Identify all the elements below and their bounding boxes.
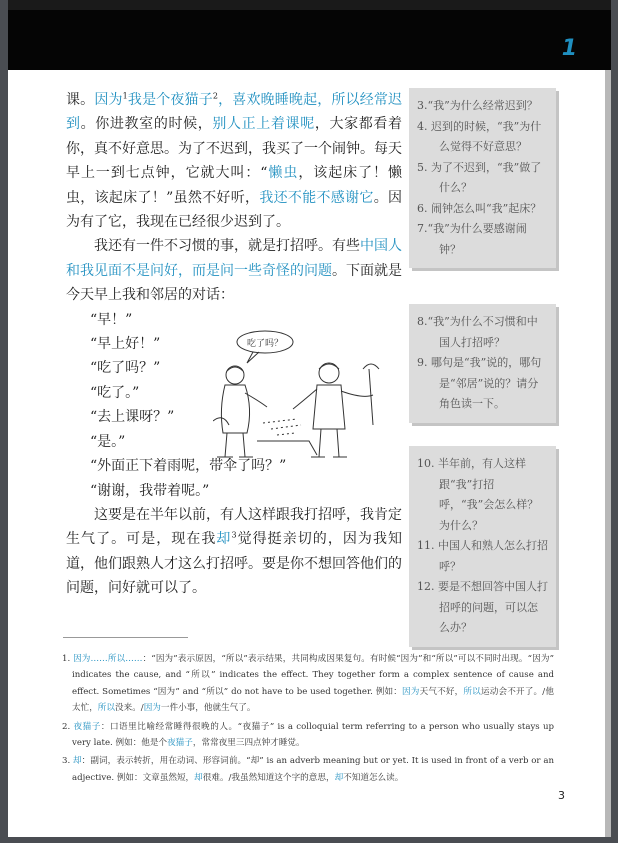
question-item: 7.“我”为什么要感谢闹钟？ (417, 222, 527, 256)
text-run: 。下面就是今天早上我和邻居的对话： (66, 262, 402, 304)
text-run: 天气不好， (419, 686, 464, 697)
question-item: 12. 要是不想回答中国人打招呼的问题，可以怎么办？ (417, 580, 548, 634)
footnote-3 (62, 753, 554, 786)
highlighted-text: 却 (194, 772, 203, 783)
neighbor-head (226, 366, 244, 384)
header-top-strip (8, 0, 611, 10)
dialogue-line: “吃了。” (90, 384, 140, 401)
highlighted-text: 所以 (463, 686, 481, 697)
text-run: 1. (62, 654, 74, 664)
dialogue-line: “早上好！” (90, 336, 161, 353)
dialogue-line: “吃了吗？” (90, 360, 161, 377)
textbook-page (8, 0, 611, 837)
highlighted-text: 别人正上着课呢 (212, 116, 315, 133)
text-run: 运动会不开了。/他太忙， (72, 686, 554, 714)
text-run: 没来。/ (115, 703, 144, 714)
highlighted-text: 因为 (143, 703, 161, 714)
dialogue-line: “去上课呀？” (90, 409, 175, 426)
paragraph-2 (66, 234, 402, 307)
question-item: 4. 迟到的时候，“我”为什么觉得不好意思？ (417, 119, 542, 153)
text-run: ，大家都看着你，真不好意思。为了不迟到，我买了一个闹钟。每天早上一到七点钟，它就大叫：“ (66, 116, 403, 182)
text-run: 不知道怎么读。 (343, 772, 404, 783)
dialogue-line: “谢谢，我带着呢。” (90, 482, 210, 499)
highlighted-text: 懒虫 (267, 165, 299, 182)
text-run: 3. (62, 756, 73, 767)
text-run: ，该起床了！懒虫，该起床了！”虽然不好听， (66, 165, 402, 206)
text-run: 觉得挺亲切的，因为我知道，他们跟熟人才这么打招呼。要是你不想回答他们的问题，问好就可以了。 (66, 531, 403, 597)
question-item: 11. 中国人和熟人怎么打招呼？ (417, 539, 548, 573)
text-run: 这要是在半年以前，有人这样跟我打招呼，我肯定生气了。可是，现在我 (66, 506, 402, 548)
footnote-marker: 2 (212, 91, 218, 101)
neighbors-greeting-illustration (213, 329, 389, 461)
footnotes (62, 651, 554, 788)
highlighted-text: 夜猫子 (167, 738, 193, 749)
text-run: 我还有一件不习惯的事，就是打招呼。有些 (66, 238, 360, 255)
text-run: ：副词，表示转折，用在动词、形容词前。“却” is an adverb meaning but or yet. It is used in front of a verb or an adjective. 例如：文章虽然短， (72, 756, 554, 783)
question-item: 8.“我”为什么不习惯和中国人打招呼？ (417, 315, 538, 349)
question-item: 9. 哪句是“我”说的，哪句是“邻居”说的？请分角色读一下。 (417, 356, 542, 410)
question-item: 10. 半年前，有人这样跟“我”打招呼，“我”会怎么样？为什么？ (417, 457, 539, 532)
neighbor-body (221, 385, 249, 433)
question-item: 5. 为了不迟到，“我”做了什么？ (417, 160, 542, 194)
questions-box-2 (409, 304, 556, 423)
page-header-band (8, 0, 611, 70)
highlighted-text: ，喜欢晚睡晚起，所以经常迟到 (66, 92, 403, 133)
questions-box-3 (409, 446, 556, 647)
page-number: 3 (558, 789, 565, 802)
highlighted-text: 我还不能不感谢它 (259, 189, 374, 206)
footnote-marker: 3 (231, 530, 237, 540)
text-run: 一件小事，他就生气了。 (160, 703, 256, 714)
highlighted-text: 却 (73, 756, 82, 767)
paragraph-1 (66, 88, 402, 234)
speech-bubble-text: 吃了吗？ (246, 339, 284, 349)
highlighted-text: 中国人和我见面不是问好，而是问一些奇怪的问题 (66, 238, 402, 279)
question-item: 6. 闹钟怎么叫“我”起床？ (417, 201, 542, 215)
text-run: ：口语里比喻经常睡得很晚的人。“夜猫子” is a colloquial term referring to a person who usually stays up very late. 例如：他是个 (72, 721, 555, 749)
footnote-2 (62, 719, 554, 752)
text-run: 课。 (66, 92, 95, 108)
highlighted-text: 因为 (94, 92, 123, 108)
text-run: ，常常夜里三四点钟才睡觉。 (192, 738, 305, 749)
highlighted-text: 因为 (402, 686, 420, 697)
dialogue-line: “是。” (90, 433, 126, 450)
text-run: 。你进教室的时候， (80, 116, 213, 133)
paragraph-3 (66, 503, 402, 601)
highlighted-text: 所以 (97, 703, 115, 714)
highlighted-text: 因为……所以…… (73, 654, 143, 664)
highlighted-text: 却 (216, 531, 232, 548)
footnote-marker: 1 (122, 91, 128, 101)
page-edge-shadow (605, 70, 611, 837)
footnote-1 (62, 651, 554, 717)
text-run: 。因为有了它，我现在已经很少迟到了。 (66, 189, 402, 231)
text-run: 很难。/我虽然知道这个字的意思， (202, 772, 335, 783)
chapter-number: 1 (561, 36, 577, 61)
questions-box-1 (409, 88, 556, 268)
highlighted-text: 却 (334, 772, 344, 783)
dialogue-line: “早！” (90, 311, 133, 328)
footnote-divider (63, 637, 188, 638)
text-run: ：“因为”表示原因，“所以”表示结果，共同构成因果复句。有时候“因为”和“所以”可以不同时出现。“因为” indicates the cause, and “所以” indicates the effect. They together form a complex sentence of cause and effect. Sometimes “因为” and “所以” do not have to be used together. 例如： (72, 654, 554, 697)
text-run: 2. (62, 721, 74, 732)
highlighted-text: 我是个夜猫子 (127, 92, 213, 108)
question-item: 3.“我”为什么经常迟到？ (417, 99, 538, 112)
umbrella (369, 369, 373, 425)
dialogue (66, 308, 236, 454)
dialogue-line: “外面正下着雨呢，带伞了吗？” (90, 458, 287, 475)
student-body (313, 385, 345, 429)
highlighted-text: 夜猫子 (73, 721, 101, 732)
